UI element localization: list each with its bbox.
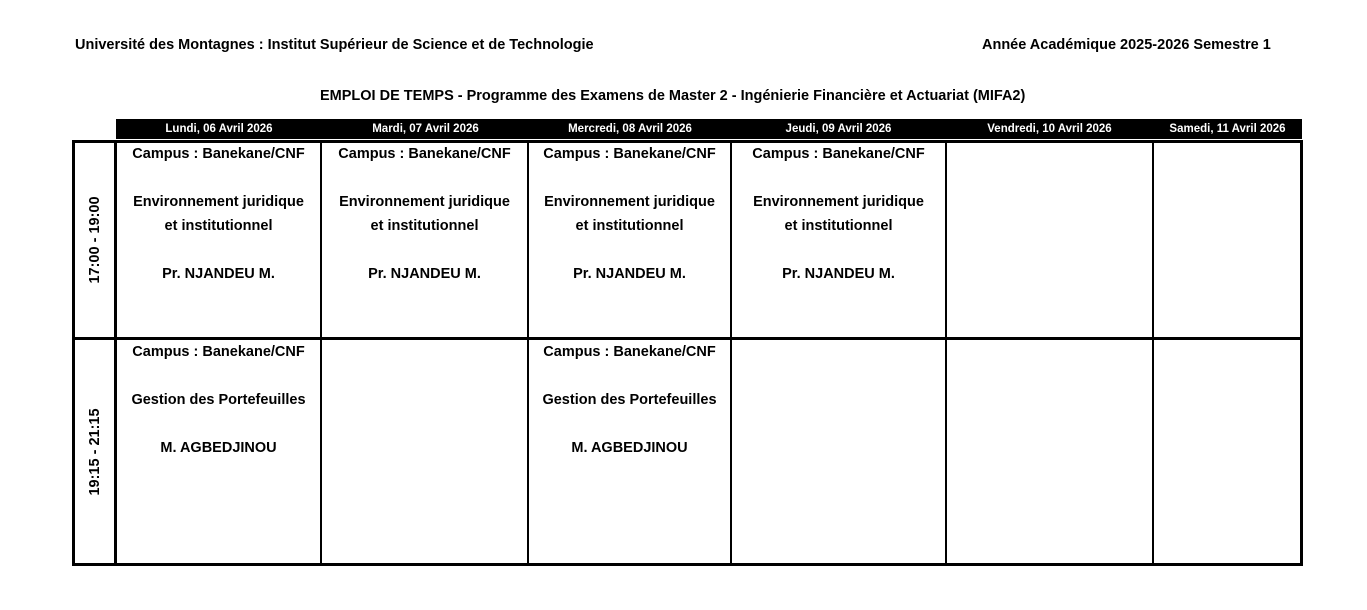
academic-year: Année Académique 2025-2026 Semestre 1: [982, 37, 1271, 53]
course-name: Gestion des Portefeuilles: [542, 392, 717, 408]
exam-cell: [529, 142, 730, 286]
grid-col-divider: [1152, 140, 1154, 566]
day-header-thursday: Jeudi, 09 Avril 2026: [731, 119, 946, 139]
exam-cell: [117, 340, 320, 460]
teacher-name: M. AGBEDJINOU: [160, 440, 277, 456]
course-name: et institutionnel: [370, 218, 479, 234]
grid-left-border: [72, 140, 75, 566]
exam-cell: [322, 142, 527, 286]
course-name: Gestion des Portefeuilles: [131, 392, 306, 408]
day-header-tuesday: Mardi, 07 Avril 2026: [322, 119, 529, 139]
teacher-name: M. AGBEDJINOU: [571, 440, 688, 456]
exam-cell: [732, 142, 945, 286]
course-name: Environnement juridique: [753, 194, 924, 210]
teacher-name: Pr. NJANDEU M.: [368, 266, 481, 282]
course-name: et institutionnel: [164, 218, 273, 234]
time-slot-label: 17:00 - 19:00: [87, 196, 103, 284]
teacher-name: Pr. NJANDEU M.: [162, 266, 275, 282]
exam-cell: [529, 340, 730, 460]
teacher-name: Pr. NJANDEU M.: [573, 266, 686, 282]
teacher-name: Pr. NJANDEU M.: [782, 266, 895, 282]
exam-cell: [117, 142, 320, 286]
campus-label: Campus : Banekane/CNF: [338, 146, 511, 162]
grid-right-border: [1300, 140, 1303, 566]
grid-col-divider: [945, 140, 947, 566]
course-name: Environnement juridique: [339, 194, 510, 210]
campus-label: Campus : Banekane/CNF: [132, 146, 305, 162]
day-header-wednesday: Mercredi, 08 Avril 2026: [529, 119, 731, 139]
page-title: EMPLOI DE TEMPS - Programme des Examens de Master 2 - Ingénierie Financière et Actuariat (MIFA2): [320, 88, 1026, 104]
day-header-saturday: Samedi, 11 Avril 2026: [1153, 119, 1302, 139]
day-header-monday: Lundi, 06 Avril 2026: [116, 119, 322, 139]
campus-label: Campus : Banekane/CNF: [543, 146, 716, 162]
time-slot-label: 19:15 - 21:15: [87, 408, 103, 496]
day-header-friday: Vendredi, 10 Avril 2026: [946, 119, 1153, 139]
course-name: Environnement juridique: [544, 194, 715, 210]
course-name: et institutionnel: [575, 218, 684, 234]
course-name: Environnement juridique: [133, 194, 304, 210]
campus-label: Campus : Banekane/CNF: [752, 146, 925, 162]
institution-name: Université des Montagnes : Institut Supérieur de Science et de Technologie: [75, 37, 594, 53]
course-name: et institutionnel: [784, 218, 893, 234]
grid-bottom-border: [72, 563, 1303, 566]
campus-label: Campus : Banekane/CNF: [543, 344, 716, 360]
campus-label: Campus : Banekane/CNF: [132, 344, 305, 360]
